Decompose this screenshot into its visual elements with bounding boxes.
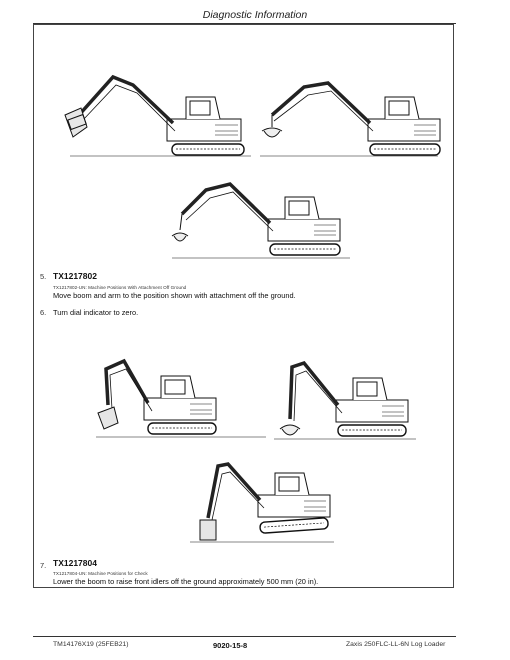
figure-caption: TX1217802-UN: Machine Positions With Attachment Off Ground <box>53 285 187 290</box>
footer-rule <box>33 636 456 637</box>
machine-illustration-grapple-off-ground <box>258 65 444 165</box>
figure-caption: TX1217804-UN: Machine Positions for Check <box>53 571 148 576</box>
step-text: Lower the boom to raise front idlers off the ground approximately 500 mm (20 in). <box>53 577 319 586</box>
footer-machine-model: Zaxis 250FLC-LL-6N Log Loader <box>346 641 446 648</box>
step-number: 7. <box>40 561 47 570</box>
machine-illustration-check-grapple <box>270 355 420 445</box>
step-number: 5. <box>40 272 47 281</box>
step-text: Turn dial indicator to zero. <box>53 308 139 317</box>
page-header-title: Diagnostic Information <box>202 9 308 21</box>
step-number: 6. <box>40 308 47 317</box>
machine-illustration-boom-raised <box>55 65 255 165</box>
footer-page-number: 9020-15-8 <box>213 641 248 650</box>
footer-manual-id: TM14176X19 (25FEB21) <box>53 641 129 648</box>
figure-id: TX1217802 <box>53 271 97 281</box>
machine-illustration-check-raised <box>88 355 268 443</box>
figure-id: TX1217804 <box>53 558 97 568</box>
step-text: Move boom and arm to the position shown with attachment off the ground. <box>53 291 296 300</box>
machine-illustration-check-lowered <box>188 458 338 548</box>
machine-illustration-grapple-down <box>168 176 354 266</box>
